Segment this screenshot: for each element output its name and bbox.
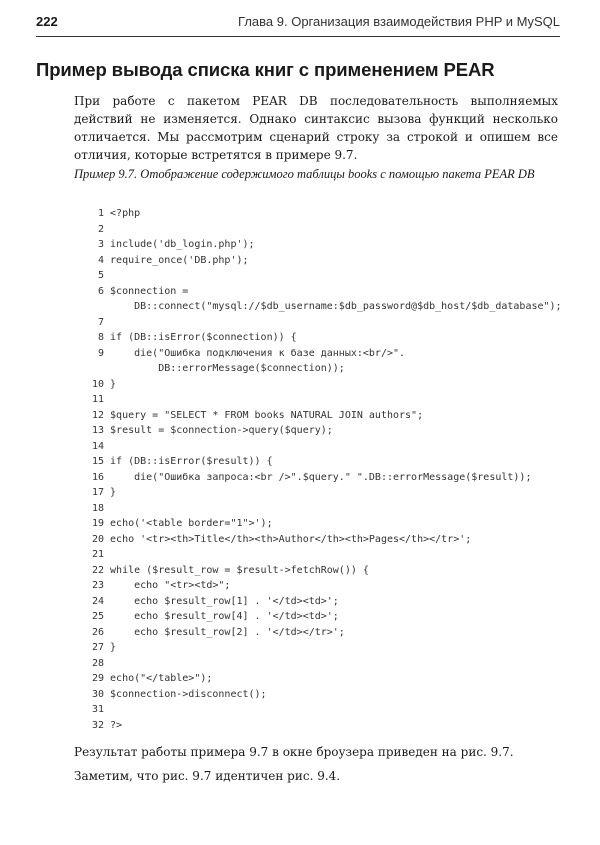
code-line [90,594,570,610]
code-line [90,253,570,269]
line-number: 19 [91,518,104,529]
intro-paragraph: При работе с пакетом PEAR DB последовательность выполняемых действий не изменяется. Однако синтаксис вызова функций несколько отличается. Мы рассмотрим сценарий строку за строкой и опишем все отличия, которые встретятся в примере 9.7. [74,94,558,162]
line-number: 11 [91,394,104,405]
code-text: $query = "SELECT * FROM books NATURAL JOIN authors"; [110,409,424,421]
code-text: echo('<table border="1">'); [110,518,273,529]
code-line [90,222,570,238]
code-text: echo("</table>"); [110,673,213,684]
code-text: $result = $connection->query($query); [110,425,333,436]
code-line [90,563,570,579]
code-line [90,206,570,222]
code-text: DB::connect("mysql://$db_username:$db_password@$db_host/$db_database"); [110,301,562,312]
line-number: 32 [91,719,104,731]
line-number: 5 [97,270,104,281]
line-number: 13 [91,425,104,436]
code-text: if (DB::isError($connection)) { [110,332,297,343]
code-text: echo $result_row[2] . '</td></tr>'; [110,626,345,638]
code-line [90,485,570,501]
code-text: while ($result_row = $result->fetchRow()) { [110,564,369,576]
line-number: 18 [91,502,104,514]
code-text: die("Ошибка подключения к базе данных:<br/>". [110,347,406,359]
line-number: 28 [91,657,104,669]
code-text: } [110,642,117,653]
section-title: Пример вывода списка книг с применением PEAR [36,59,495,80]
code-line [90,408,570,424]
line-number: 7 [97,316,104,328]
result-paragraph: Результат работы примера 9.7 в окне броузера приведен на рис. 9.7. Заметим, что рис. 9.7 идентичен рис. 9.4. [74,745,514,783]
line-number: 21 [91,549,104,560]
code-text: } [110,487,117,498]
line-number: 14 [91,440,104,452]
code-line [90,423,570,439]
code-text: echo $result_row[4] . '</td><td>'; [110,611,339,622]
code-line [90,501,570,517]
code-text: require_once('DB.php'); [110,254,249,266]
line-number: 25 [91,611,104,622]
code-text: <?php [110,208,141,219]
code-line [90,640,570,656]
line-number: 16 [91,471,104,483]
code-line [90,687,570,703]
line-number: 6 [97,285,104,297]
code-line [90,454,570,470]
code-line [90,532,570,548]
running-head: Глава 9. Организация взаимодействия PHP и MySQL [238,14,560,29]
code-line [90,284,570,300]
line-number: 26 [91,626,104,638]
code-line [90,361,570,377]
code-line [90,578,570,594]
line-number: 12 [91,409,104,421]
code-line [90,237,570,253]
page-number: 222 [36,14,58,29]
code-line [90,470,570,486]
code-line [90,392,570,408]
code-line [90,671,570,687]
line-number: 1 [97,208,104,219]
code-text: include('db_login.php'); [110,239,255,250]
code-line [90,346,570,362]
code-text: $connection->disconnect(); [110,688,267,700]
code-line [90,547,570,563]
code-line [90,330,570,346]
code-text: $connection = [110,285,189,297]
code-line [90,439,570,455]
line-number: 27 [91,642,104,653]
line-number: 15 [91,456,104,467]
code-line [90,377,570,393]
header-rule [36,36,560,37]
line-number: 29 [91,673,104,684]
line-number: 2 [97,223,104,235]
code-text: die("Ошибка запроса:<br />".$query." ".DB::errorMessage($result)); [110,471,532,483]
line-number: 20 [91,533,104,545]
code-text: } [110,378,117,390]
line-number: 8 [97,332,104,343]
code-text: echo '<tr><th>Title</th><th>Author</th><th>Pages</th></tr>'; [110,533,472,545]
code-listing [90,206,570,733]
code-text: if (DB::isError($result)) { [110,456,273,467]
line-number: 3 [97,239,104,250]
code-line [90,609,570,625]
line-number: 4 [97,254,104,266]
code-line [90,315,570,331]
listing-caption: Пример 9.7. Отображение содержимого таблицы books с помощью пакета PEAR DB [74,167,535,181]
code-text: echo "<tr><td>"; [110,580,231,591]
code-line [90,625,570,641]
code-text: ?> [110,719,123,731]
line-number: 24 [91,595,104,607]
line-number: 23 [91,580,104,591]
code-line [90,516,570,532]
code-text: echo $result_row[1] . '</td><td>'; [110,595,339,607]
code-text: DB::errorMessage($connection)); [110,363,345,374]
line-number: 31 [91,704,104,715]
code-line [90,702,570,718]
line-number: 9 [97,347,104,359]
code-line [90,656,570,672]
line-number: 10 [91,378,104,390]
code-line [90,299,570,315]
line-number: 17 [91,487,104,498]
line-number: 30 [91,688,104,700]
code-line [90,718,570,734]
code-line [90,268,570,284]
line-number: 22 [91,564,104,576]
